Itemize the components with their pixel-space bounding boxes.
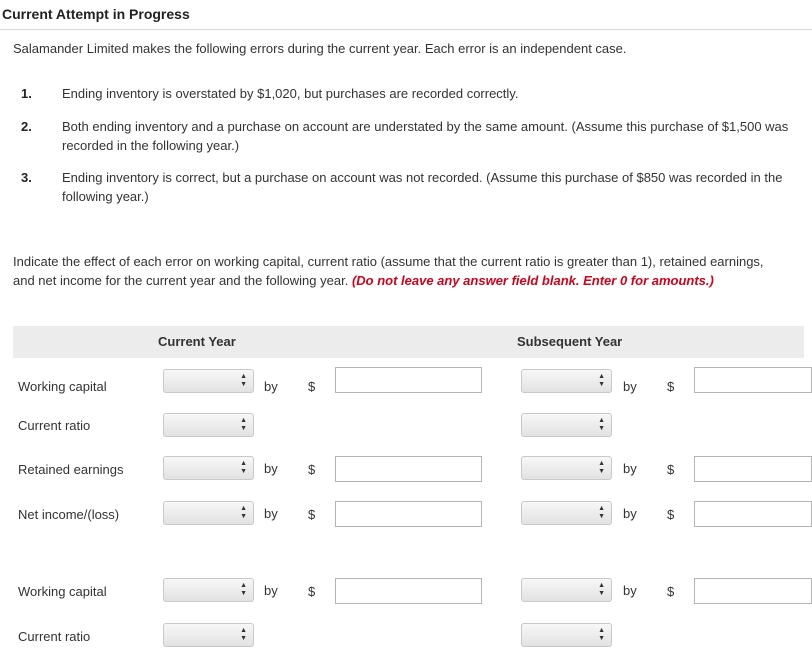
row-label: Working capital bbox=[18, 584, 107, 599]
current-effect-select[interactable] bbox=[163, 501, 254, 525]
subsequent-effect-select[interactable] bbox=[521, 413, 612, 437]
subsequent-amount-input[interactable] bbox=[694, 578, 812, 604]
dollar-sign: $ bbox=[667, 584, 675, 599]
subsequent-year-header: Subsequent Year bbox=[517, 334, 623, 349]
title-divider bbox=[0, 29, 812, 30]
row-label: Current ratio bbox=[18, 629, 91, 644]
dollar-sign: $ bbox=[308, 507, 316, 522]
by-label: by bbox=[623, 461, 637, 476]
error-number: 3. bbox=[21, 170, 32, 185]
subsequent-effect-select[interactable] bbox=[521, 369, 612, 393]
select-arrows-icon: ▲ ▼ bbox=[240, 417, 247, 432]
select-arrows-icon: ▲ ▼ bbox=[598, 417, 605, 432]
current-effect-select[interactable] bbox=[163, 456, 254, 480]
select-arrows-icon: ▲ ▼ bbox=[240, 505, 247, 520]
dollar-sign: $ bbox=[308, 379, 316, 394]
page-title: Current Attempt in Progress bbox=[2, 6, 190, 22]
row-label: Working capital bbox=[18, 379, 107, 394]
current-amount-input[interactable] bbox=[335, 367, 482, 393]
error-text: Ending inventory is correct, but a purchase on account was not recorded. (Assume this purchase of $850 was recorded in the following year.) bbox=[62, 170, 783, 204]
by-label: by bbox=[623, 506, 637, 521]
current-year-header: Current Year bbox=[158, 334, 236, 349]
select-arrows-icon: ▲ ▼ bbox=[240, 627, 247, 642]
row-label: Current ratio bbox=[18, 418, 91, 433]
instruction-text: Indicate the effect of each error on working capital, current ratio (assume that the current ratio is greater than 1), retained earnings, and net income for the current year and the following year. bbox=[13, 254, 764, 288]
current-effect-select[interactable] bbox=[163, 369, 254, 393]
problem-intro: Salamander Limited makes the following errors during the current year. Each error is an independent case. bbox=[13, 41, 627, 56]
subsequent-amount-input[interactable] bbox=[694, 456, 812, 482]
current-amount-input[interactable] bbox=[335, 578, 482, 604]
error-number: 1. bbox=[21, 86, 32, 101]
row-label: Retained earnings bbox=[18, 462, 124, 477]
error-text: Ending inventory is overstated by $1,020, but purchases are recorded correctly. bbox=[62, 86, 519, 101]
by-label: by bbox=[264, 583, 278, 598]
error-number: 2. bbox=[21, 119, 32, 134]
by-label: by bbox=[623, 379, 637, 394]
select-arrows-icon: ▲ ▼ bbox=[240, 460, 247, 475]
table-header bbox=[13, 326, 804, 358]
row-label: Net income/(loss) bbox=[18, 507, 120, 522]
error-text: Both ending inventory and a purchase on account are understated by the same amount. (Assume this purchase of $1,500 was recorded in the following year.) bbox=[62, 119, 789, 153]
current-effect-select[interactable] bbox=[163, 623, 254, 647]
dollar-sign: $ bbox=[667, 507, 675, 522]
dollar-sign: $ bbox=[308, 584, 316, 599]
by-label: by bbox=[264, 506, 278, 521]
current-amount-input[interactable] bbox=[335, 501, 482, 527]
select-arrows-icon: ▲ ▼ bbox=[240, 373, 247, 388]
subsequent-amount-input[interactable] bbox=[694, 501, 812, 527]
by-label: by bbox=[264, 461, 278, 476]
select-arrows-icon: ▲ ▼ bbox=[240, 582, 247, 597]
subsequent-effect-select[interactable] bbox=[521, 578, 612, 602]
select-arrows-icon: ▲ ▼ bbox=[598, 582, 605, 597]
instruction-warning: (Do not leave any answer field blank. Enter 0 for amounts.) bbox=[351, 273, 714, 288]
by-label: by bbox=[623, 583, 637, 598]
subsequent-effect-select[interactable] bbox=[521, 456, 612, 480]
dollar-sign: $ bbox=[667, 462, 675, 477]
current-amount-input[interactable] bbox=[335, 456, 482, 482]
dollar-sign: $ bbox=[308, 462, 316, 477]
subsequent-amount-input[interactable] bbox=[694, 367, 812, 393]
current-effect-select[interactable] bbox=[163, 578, 254, 602]
subsequent-effect-select[interactable] bbox=[521, 501, 612, 525]
by-label: by bbox=[264, 379, 278, 394]
select-arrows-icon: ▲ ▼ bbox=[598, 505, 605, 520]
dollar-sign: $ bbox=[667, 379, 675, 394]
select-arrows-icon: ▲ ▼ bbox=[598, 627, 605, 642]
select-arrows-icon: ▲ ▼ bbox=[598, 373, 605, 388]
current-effect-select[interactable] bbox=[163, 413, 254, 437]
select-arrows-icon: ▲ ▼ bbox=[598, 460, 605, 475]
subsequent-effect-select[interactable] bbox=[521, 623, 612, 647]
instruction bbox=[13, 252, 773, 290]
